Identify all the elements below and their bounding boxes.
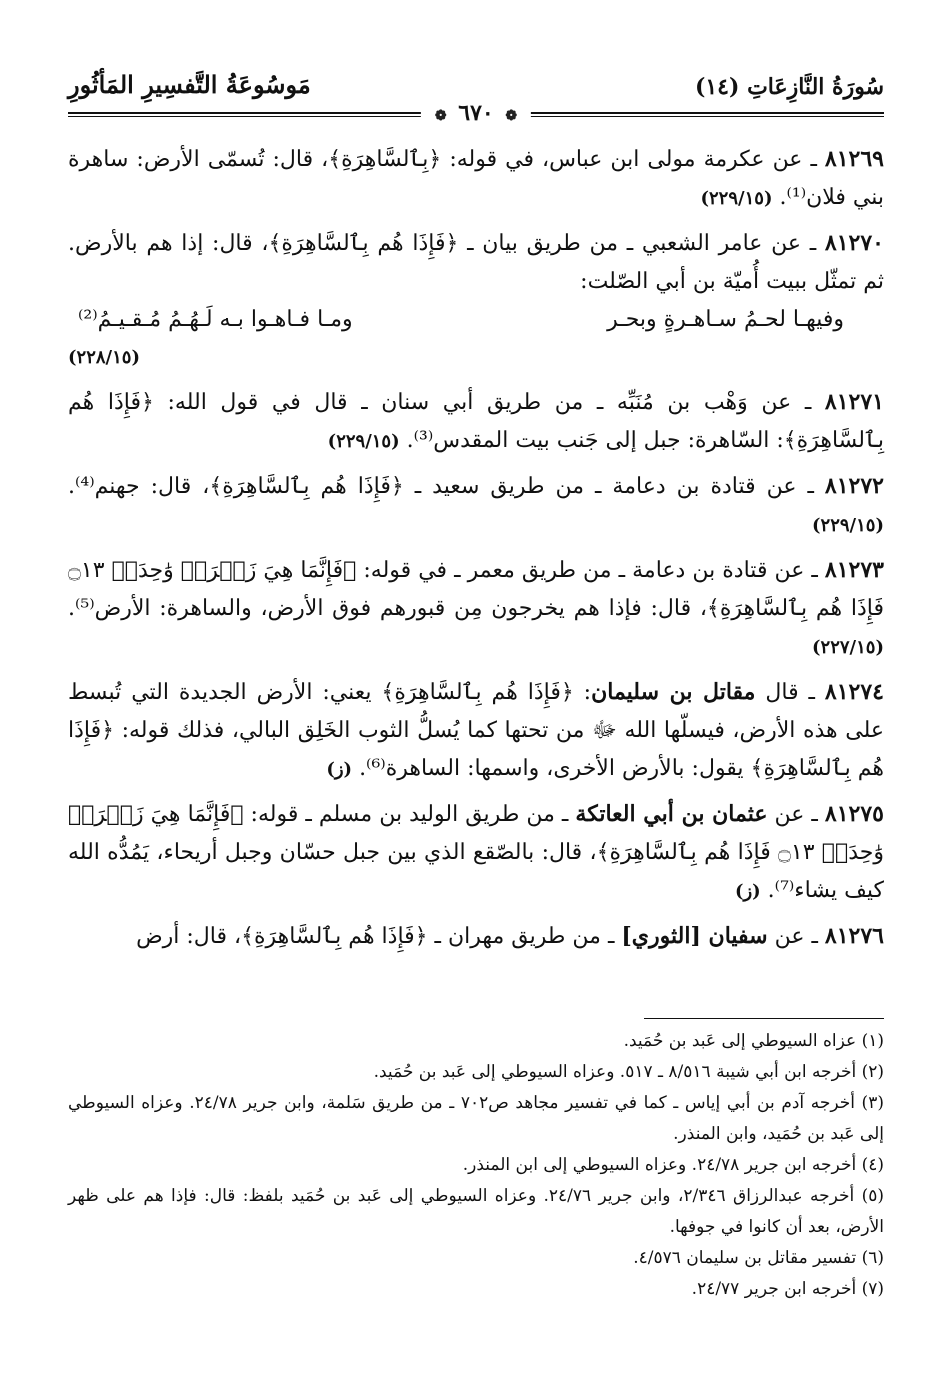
- entry-reference: (٢٢٩/١٥): [812, 515, 884, 536]
- entry-81270: [68, 224, 884, 377]
- entry-81276: [68, 917, 884, 956]
- footnote-1: (١) عزاه السيوطي إلى عَبد بن حُمَيد.: [623, 1031, 884, 1051]
- page-number-box: [421, 100, 531, 126]
- page-header: [68, 68, 884, 126]
- entry-text: ـ عن وَهْب بن مُنَبِّه ـ من طريق أبي سنان ـ قال في قول الله: ﴿فَإِذَا هُم بِٱلسَّاهِرَةِ﴾: السّاهرة: جبل إلى جَنب بيت المقدس⁽³⁾.: [68, 390, 884, 453]
- footnote-4: (٤) أخرجه ابن جرير ٢٤/٧٨. وعزاه السيوطي إلى ابن المنذر.: [462, 1155, 884, 1175]
- entry-reference: (ز): [734, 881, 761, 902]
- footnote-6: (٦) تفسير مقاتل بن سليمان ٤/٥٧٦.: [633, 1248, 884, 1268]
- ornament-icon: ❁: [505, 108, 518, 124]
- entry-number: ٨١٢٧٥: [824, 801, 884, 827]
- entry-number: ٨١٢٧٤: [824, 679, 884, 705]
- footnote-separator: [644, 1018, 884, 1019]
- ornament-icon: ❁: [434, 108, 447, 124]
- entry-prefix: ـ عن: [774, 924, 818, 949]
- entry-81271: [68, 383, 884, 461]
- entry-number: ٨١٢٧٦: [824, 923, 884, 949]
- entry-text: ـ عن عامر الشعبي ـ من طريق بيان ـ ﴿فَإِذَا هُم بِٱلسَّاهِرَةِ﴾، قال: إذا هم بالأرض. ثم تمثّل ببيت أُميّة بن أبي الصّلت:: [68, 231, 884, 294]
- footnote-5: (٥) أخرجه عبدالرزاق ٢/٣٤٦، وابن جرير ٢٤/٧٦. وعزاه السيوطي إلى عَبد بن حُمَيد بلفظ: قال: فإذا هم على ظهر الأرض، بعد أن كانوا في جوفها.: [68, 1186, 884, 1237]
- main-text: [68, 140, 884, 962]
- entry-text: : ﴿فَإِذَا هُم بِٱلسَّاهِرَةِ﴾ يعني: الأرض الجديدة التي تُبسط على هذه الأرض، فيسلّها الله ﷻ من تحتها كما يُسلُّ الثوب الخَلِق البالي، فذلك قوله: ﴿فَإِذَا هُم بِٱلسَّاهِرَةِ﴾ يقول: بالأرض الأخرى، واسمها: الساهرة⁽⁶⁾.: [68, 680, 884, 781]
- verse-second-hemistich: ومـا فـاهـوا بـه لَـهُـمُ مُـقـيـمُ⁽²⁾: [78, 307, 353, 332]
- entry-81273: [68, 551, 884, 667]
- entry-text: ـ عن عكرمة مولى ابن عباس، في قوله: ﴿بِٱلسَّاهِرَةِ﴾، قال: تُسمّى الأرض: ساهرة بني فلان⁽¹⁾.: [68, 147, 884, 210]
- narrator-name: مقاتل بن سليمان: [591, 679, 756, 705]
- entry-81272: [68, 467, 884, 545]
- page-number: ٦٧٠: [458, 100, 494, 126]
- footnote-7: (٧) أخرجه ابن جرير ٢٤/٧٧.: [691, 1279, 884, 1299]
- entry-reference: (ز): [326, 759, 353, 780]
- entry-number: ٨١٢٧١: [824, 389, 884, 415]
- entry-81275: [68, 795, 884, 911]
- entry-reference: (٢٢٧/١٥): [812, 637, 884, 658]
- entry-prefix: ـ قال: [765, 680, 815, 705]
- entry-text: ـ من طريق الوليد بن مسلم ـ قوله: ﴿فَإِنَّمَا هِيَ زَجۡرَةٞ وَٰحِدَةٞ ۝١٣ فَإِذَا هُم بِٱلسَّاهِرَةِ﴾، قال: بالصّقع الذي بين جبل حسّان وجبل أريحاء، يَمُدُّه الله كيف يشاء⁽⁷⁾.: [68, 802, 884, 903]
- entry-81274: [68, 673, 884, 789]
- entry-reference: (٢٢٨/١٥): [68, 347, 140, 368]
- entry-number: ٨١٢٧٠: [824, 230, 884, 256]
- footnote-3: (٣) أخرجه آدم بن أبي إياس ـ كما في تفسير مجاهد ص٧٠٢ ـ من طريق سَلمة، وابن جرير ٢٤/٧٨. وعزاه السيوطي إلى عَبد بن حُمَيد، وابن المنذر.: [68, 1093, 884, 1144]
- footnotes: [68, 1026, 884, 1305]
- surah-title: سُورَةُ النَّازِعَاتِ (١٤): [694, 74, 884, 100]
- entry-number: ٨١٢٧٢: [824, 473, 884, 499]
- narrator-name: سفيان [الثوري]: [621, 923, 768, 949]
- entry-reference: (٢٢٩/١٥): [327, 431, 400, 452]
- entry-text: ـ عن قتادة بن دعامة ـ من طريق معمر ـ في قوله: ﴿فَإِنَّمَا هِيَ زَجۡرَةٞ وَٰحِدَةٞ ۝١٣ فَإِذَا هُم بِٱلسَّاهِرَةِ﴾، قال: فإذا هم يخرجون مِن قبورهم فوق الأرض، والساهرة: الأرض⁽⁵⁾.: [68, 558, 884, 621]
- entry-number: ٨١٢٦٩: [824, 146, 884, 172]
- book-title: مَوسُوعَةُ التَّفسِيرِ المَأثُورِ: [68, 70, 311, 99]
- entry-text: ـ من طريق مهران ـ ﴿فَإِذَا هُم بِٱلسَّاهِرَةِ﴾، قال: أرض: [136, 924, 615, 949]
- verse-first-hemistich: وفيهـا لحـمُ سـاهـرةٍ وبحـر: [607, 307, 844, 332]
- entry-number: ٨١٢٧٣: [824, 557, 884, 583]
- entry-reference: (٢٢٩/١٥): [700, 188, 773, 209]
- poetry-verse: [68, 301, 884, 339]
- entry-prefix: ـ عن: [774, 802, 818, 827]
- entry-text: ـ عن قتادة بن دعامة ـ من طريق سعيد ـ ﴿فَإِذَا هُم بِٱلسَّاهِرَةِ﴾، قال: جهنم⁽⁴⁾.: [68, 474, 814, 499]
- entry-81269: [68, 140, 884, 218]
- narrator-name: عثمان بن أبي العاتكة: [575, 801, 768, 827]
- footnote-2: (٢) أخرجه ابن أبي شيبة ٨/٥١٦ ـ ٥١٧. وعزاه السيوطي إلى عَبد بن حُمَيد.: [373, 1062, 884, 1082]
